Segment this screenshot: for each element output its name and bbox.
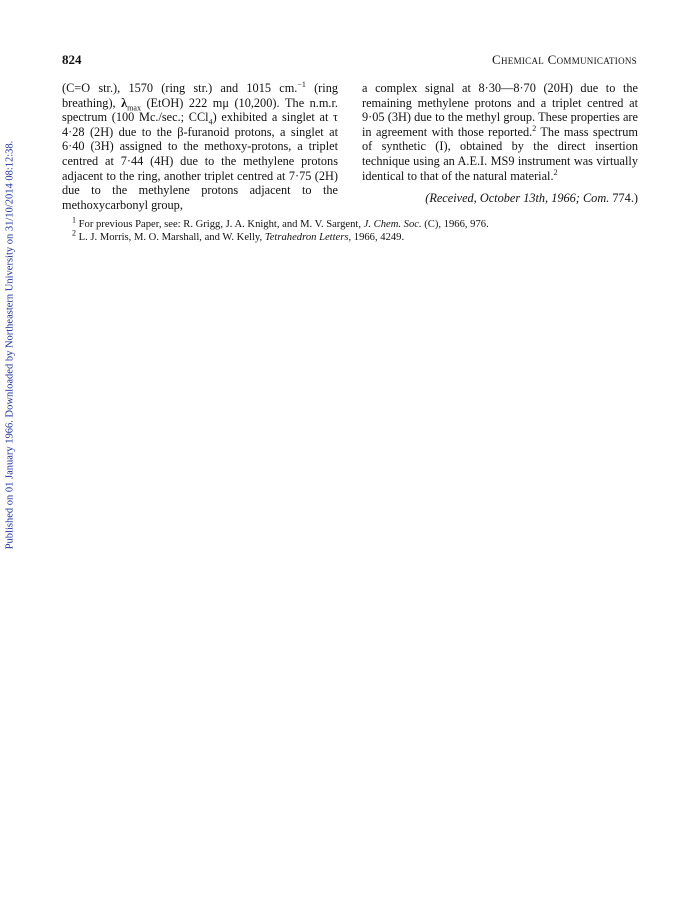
lambda-symbol: λ xyxy=(121,95,128,110)
left-text-4: ) exhibited a singlet at τ 4·28 (2H) due to the β-furanoid protons, a singlet at 6·40 (3H) assigned to the methoxy-protons, a triplet centred at 7·44 (4H) due to the methylene protons adjacent to the ring, another triplet centred at 7·75 (2H) due to the methylene protons adjacent to the methoxycarbonyl group, xyxy=(62,110,339,212)
received-close: 774.) xyxy=(609,191,638,206)
reference-item xyxy=(72,215,637,232)
reference-journal: Tetrahedron Letters, xyxy=(264,231,352,243)
left-paragraph xyxy=(62,81,338,212)
left-text-3: (EtOH) 222 mμ (10,200). The n.m.r. spectrum (100 Mc./sec.; CCl xyxy=(62,95,339,125)
reference-details: 1966, 4249. xyxy=(351,231,405,243)
left-column xyxy=(62,81,338,212)
download-watermark xyxy=(0,110,20,580)
download-watermark-text: Published on 01 January 1966. Downloaded by Northeastern University on 31/10/2014 08:12:38. xyxy=(4,140,16,550)
right-paragraph xyxy=(362,81,638,183)
ccl-subscript: 4 xyxy=(208,117,213,127)
reference-text: For previous Paper, see: R. Grigg, J. A. Knight, and M. V. Sargent, xyxy=(76,219,364,230)
right-column xyxy=(362,81,638,206)
left-text-1: (C=O str.), 1570 (ring str.) and 1015 cm. xyxy=(62,81,298,95)
reference-number: 1 xyxy=(72,215,76,225)
left-sup-1: −1 xyxy=(297,79,306,89)
reference-item xyxy=(72,227,637,245)
right-sup-1: 2 xyxy=(532,123,537,133)
reference-journal: J. Chem. Soc. xyxy=(363,219,422,230)
reference-details: (C), 1966, 976. xyxy=(421,219,489,230)
right-text-1: a complex signal at 8·30—8·70 (20H) due to the remaining methylene protons and a triplet centred at 9·05 (3H) due to the methyl group. These properties are in agreement with those reported. xyxy=(362,81,638,139)
received-com: Com. xyxy=(582,191,610,206)
right-text-2: The mass spectrum of synthetic (I), obtained by the direct insertion technique using an A.E.I. MS9 instrument was virtually identical to that of the natural material. xyxy=(362,124,638,183)
reference-text: L. J. Morris, M. O. Marshall, and W. Kelly, xyxy=(76,231,265,243)
journal-title: Chemical Communications xyxy=(492,52,637,67)
reference-number: 2 xyxy=(72,227,76,237)
left-text-2: (ring breathing), xyxy=(62,81,338,110)
references xyxy=(62,215,637,244)
right-sup-2: 2 xyxy=(553,167,558,177)
lambda-subscript: max xyxy=(127,103,141,113)
page-number: 824 xyxy=(62,52,82,67)
page-header xyxy=(62,52,637,68)
received-open: (Received, October 13th, 1966; xyxy=(425,191,583,206)
received-line xyxy=(362,191,638,206)
